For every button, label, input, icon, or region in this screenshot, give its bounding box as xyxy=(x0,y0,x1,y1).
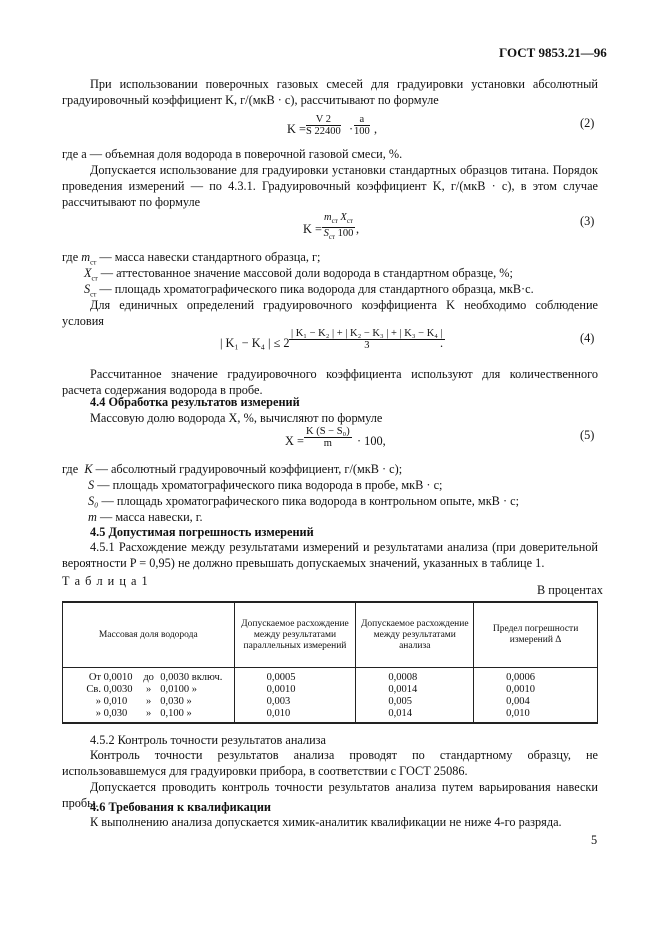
table-1 xyxy=(62,601,598,724)
table-caption: Т а б л и ц а 1 xyxy=(62,574,149,588)
section-heading-4-5: 4.5 Допустимая погрешность измерений xyxy=(90,525,314,539)
equation-number-5: (5) xyxy=(580,428,595,442)
equation-number-4: (4) xyxy=(580,331,595,345)
table-row: Св. 0,0030 » 0,0100 » 0,0010 0,0014 0,0010 xyxy=(63,684,598,696)
table-header-cell: Массовая доля водорода xyxy=(63,602,235,668)
paragraph-4-5-2: 4.5.2 Контроль точности результатов анализа xyxy=(90,733,326,747)
definition-line: S — площадь хроматографического пика водорода в пробе, мкВ · с; xyxy=(88,478,443,492)
table-row: » 0,010 » 0,030 » 0,003 0,005 0,004 xyxy=(63,696,598,708)
paragraph-sample-variation: Допускается проводить контроль точности результатов анализа путем варьирования навески пробы. xyxy=(62,780,598,810)
definition-line: где K — абсолютный градуировочный коэффициент, г/(мкВ · с); xyxy=(62,462,403,476)
paragraph-calibration-gas: При использовании поверочных газовых смесей для градуировки установки абсолютный градуировочный коэффициент K, г/(мкВ · с), рассчитывают по формуле xyxy=(62,77,598,107)
paragraph-mass-fraction: Массовую долю водорода X, %, вычисляют по формуле xyxy=(90,411,383,425)
table-unit: В процентах xyxy=(537,583,603,597)
paragraph-calculated-value: Рассчитанное значение градуировочного коэффициента используют для количественного расчета содержания водорода в пробе. xyxy=(62,367,598,397)
section-heading-4-4: 4.4 Обработка результатов измерений xyxy=(90,395,300,409)
table-row: » 0,030 » 0,100 » 0,010 0,014 0,010 xyxy=(63,708,598,723)
paragraph-condition: Для единичных определений градуировочного коэффициента K необходимо соблюдение условия xyxy=(62,298,598,328)
definition-line: S₀ — площадь хроматографического пика водорода в контрольном опыте, мкВ · с; xyxy=(88,494,519,508)
paragraph-standard-samples: Допускается использование для градуировки установки стандартных образцов титана. Порядок проведения измерений — по 4.3.1. Градуировочный коэффициент K, г/(мкВ · с), в этом случае рассчитывают по формуле xyxy=(62,163,598,209)
document-header: ГОСТ 9853.21—96 xyxy=(499,45,607,60)
definition-line: где $m_{ст}$ — масса навески стандартного образца, г; xyxy=(62,250,321,267)
table-header-cell: Допускаемое расхождение между результатами анализа xyxy=(356,602,474,668)
definition-line: $X_{ст}$ — аттестованное значение массовой доли водорода в стандартном образце, %; xyxy=(84,266,513,283)
section-heading-4-6: 4.6 Требования к квалификации xyxy=(90,800,272,814)
definition-line: m — масса навески, г. xyxy=(88,510,203,524)
definition-a: где a — объемная доля водорода в поверочной газовой смеси, %. xyxy=(62,147,403,161)
table-header-cell: Допускаемое расхождение между результатами параллельных измерений xyxy=(234,602,356,668)
paragraph-qualification: К выполнению анализа допускается химик-аналитик квалификации не ниже 4-го разряда. xyxy=(90,815,562,829)
page-number: 5 xyxy=(591,833,598,847)
paragraph-4-5-1: 4.5.1 Расхождение между результатами измерений и результатами анализа (при доверительной вероятности P = 0,95) не должно превышать допускаемых значений, указанных в таблице 1. xyxy=(62,540,598,570)
equation-number-3: (3) xyxy=(580,214,595,228)
paragraph-accuracy-control: Контроль точности результатов анализа проводят по стандартному образцу, не использовавшемуся для градуировки прибора, в соответствии с ГОСТ 25086. xyxy=(62,748,598,778)
equation-number-2: (2) xyxy=(580,116,595,130)
table-row: От 0,0010 до 0,0030 включ. 0,0005 0,0008 0,0006 xyxy=(63,668,598,685)
definition-line: $S_{ст}$ — площадь хроматографического пика водорода для стандартного образца, мкВ·с. xyxy=(84,282,534,299)
table-header-cell: Предел погрешности измерений Δ xyxy=(474,602,598,668)
